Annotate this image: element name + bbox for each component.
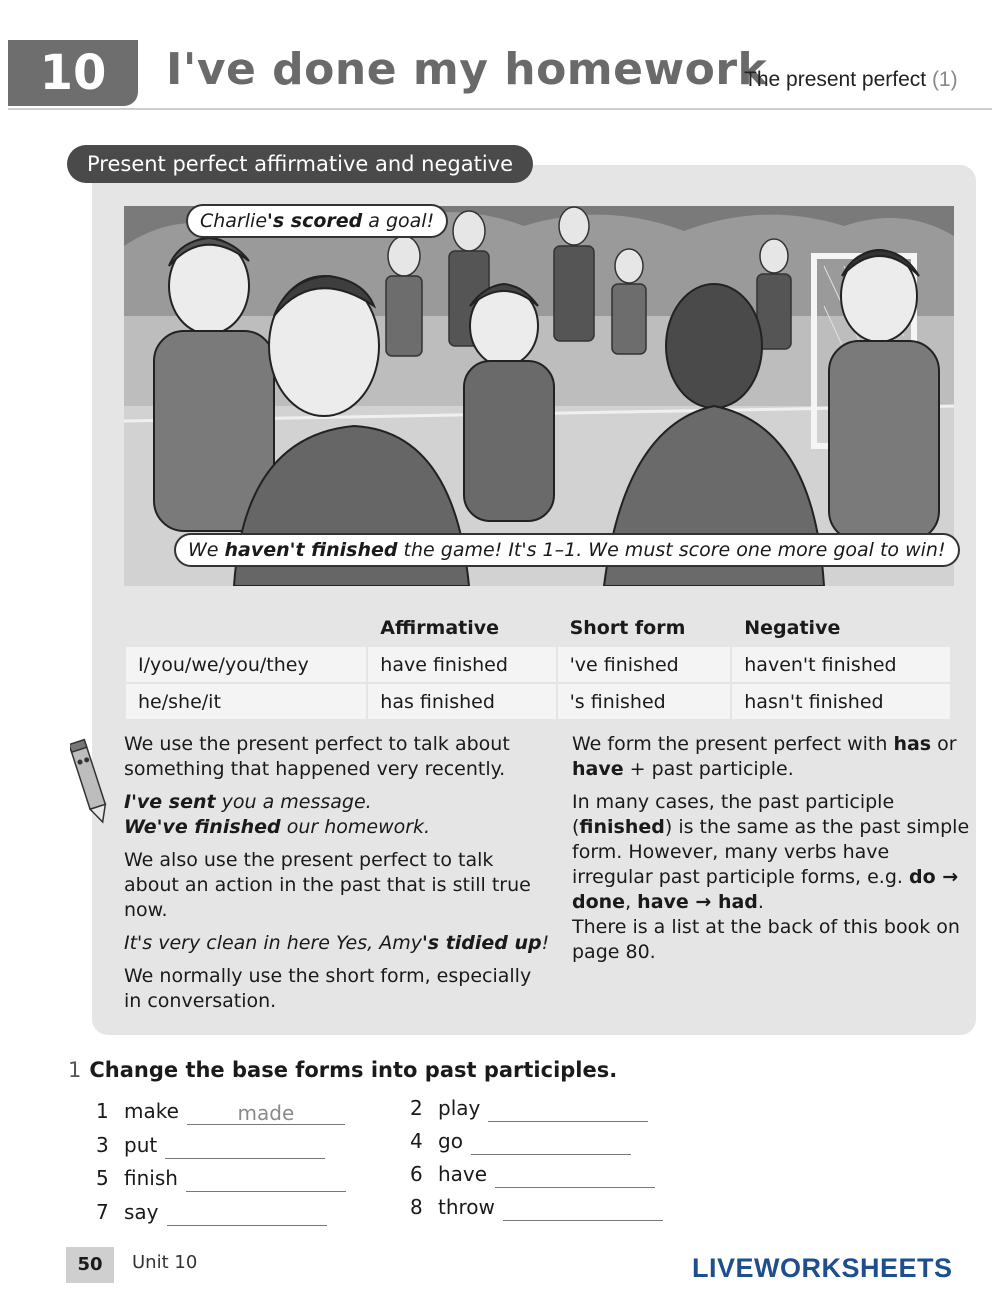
explanation-left <box>124 732 554 1022</box>
text-part: ) is the same as the past simple form. However, many verbs have irregular past participle forms, e.g. <box>572 816 970 888</box>
item-number: 6 <box>410 1162 423 1186</box>
explanation-paragraph <box>572 732 972 782</box>
explanation-paragraph: There is a list at the back of this book on page 80. <box>572 916 960 963</box>
item-word: throw <box>438 1195 495 1219</box>
item-number: 3 <box>96 1133 109 1157</box>
item-number: 7 <box>96 1200 109 1224</box>
speech-bottom-bold: haven't finished <box>224 539 398 561</box>
example-rest: our homework. <box>280 816 431 838</box>
exercise-item <box>410 1094 648 1122</box>
exercise-item <box>96 1164 346 1192</box>
text-part: , <box>625 891 638 913</box>
item-word: have <box>438 1162 488 1186</box>
exercise-item <box>410 1160 655 1188</box>
exercise-instruction: Change the base forms into past participles. <box>89 1058 618 1082</box>
example-bold: 's tidied up <box>421 932 542 954</box>
example-part: ! <box>541 932 550 954</box>
explanation-paragraph: We normally use the short form, especially in conversation. <box>124 965 532 1012</box>
grammar-table <box>124 608 952 721</box>
table-cell: 's finished <box>557 683 732 720</box>
brand-logo: LIVEWORKSHEETS <box>692 1253 953 1283</box>
text-part: In many cases, the past participle ( <box>572 791 895 838</box>
item-word: make <box>124 1099 179 1123</box>
unit-number-badge: 10 <box>8 40 138 106</box>
exercise-item <box>410 1193 663 1221</box>
text-part: . <box>757 891 764 913</box>
text-part: or <box>931 733 957 755</box>
text-bold: have <box>572 758 624 780</box>
football-illustration <box>124 206 954 586</box>
table-cell: have finished <box>367 646 556 683</box>
speech-bubble-bottom <box>174 533 960 567</box>
item-number: 5 <box>96 1166 109 1190</box>
explanation-paragraph: We use the present perfect to talk about something that happened very recently. <box>124 733 510 780</box>
title-divider <box>8 108 992 110</box>
text-bold: has <box>893 733 932 755</box>
answer-blank[interactable] <box>167 1203 327 1226</box>
explanation-right <box>572 732 972 973</box>
example-bold: We've finished <box>124 816 281 838</box>
page-title: I've done my homework <box>166 44 768 95</box>
speech-top-post: a goal! <box>362 210 435 232</box>
table-row <box>125 646 951 683</box>
page-number: 50 <box>66 1247 114 1283</box>
table-header-cell: Affirmative <box>367 609 556 646</box>
table-row <box>125 683 951 720</box>
answer-blank[interactable] <box>503 1198 663 1221</box>
subtitle-main: The present perfect <box>744 68 932 91</box>
subtitle-part: (1) <box>931 68 958 91</box>
exercise-item <box>96 1198 327 1226</box>
speech-top-bold: 's scored <box>267 210 363 232</box>
exercise-item <box>96 1131 325 1159</box>
item-word: say <box>124 1200 159 1224</box>
answer-blank[interactable] <box>186 1169 346 1192</box>
speech-bottom-pre: We <box>188 539 225 561</box>
table-header-cell <box>125 609 367 646</box>
text-bold: have → had <box>637 891 758 913</box>
example-sentence <box>124 815 554 840</box>
table-cell: he/she/it <box>125 683 367 720</box>
explanation-paragraph <box>572 790 972 915</box>
table-cell: haven't finished <box>731 646 951 683</box>
exercise-item <box>410 1127 631 1155</box>
pencil-icon <box>70 738 110 828</box>
item-number: 1 <box>96 1099 109 1123</box>
item-word: finish <box>124 1166 178 1190</box>
item-number: 8 <box>410 1195 423 1219</box>
example-part: It's very clean in here Yes, Amy <box>124 932 422 954</box>
example-sentence <box>124 931 554 956</box>
table-cell: I/you/we/you/they <box>125 646 367 683</box>
section-title: Present perfect affirmative and negative <box>67 145 533 183</box>
table-header-cell: Short form <box>557 609 732 646</box>
table-cell: 've finished <box>557 646 732 683</box>
table-header-cell: Negative <box>731 609 951 646</box>
item-word: put <box>124 1133 158 1157</box>
text-bold: do → done <box>572 866 959 913</box>
item-number: 4 <box>410 1129 423 1153</box>
speech-bottom-post: the game! It's 1–1. We must score one more goal to win! <box>397 539 946 561</box>
example-sentence <box>124 790 554 815</box>
answer-blank[interactable] <box>471 1132 631 1155</box>
item-number: 2 <box>410 1096 423 1120</box>
footer-unit-label: Unit 10 <box>132 1252 198 1273</box>
exercise-heading <box>68 1058 617 1082</box>
speech-top-pre: Charlie <box>200 210 268 232</box>
item-word: play <box>438 1096 481 1120</box>
exercise-number: 1 <box>68 1058 82 1082</box>
table-cell: has finished <box>367 683 556 720</box>
example-bold: I've sent <box>124 791 216 813</box>
explanation-paragraph: We also use the present perfect to talk about an action in the past that is still true now. <box>124 849 531 921</box>
example-rest: you a message. <box>215 791 372 813</box>
text-bold: finished <box>579 816 665 838</box>
answer-blank[interactable]: made <box>187 1102 345 1125</box>
answer-blank[interactable] <box>495 1165 655 1188</box>
answer-blank[interactable] <box>488 1099 648 1122</box>
text-part: We form the present perfect with <box>572 733 894 755</box>
item-word: go <box>438 1129 463 1153</box>
table-header-row <box>125 609 951 646</box>
page-subtitle <box>744 68 958 92</box>
speech-bubble-top <box>186 204 448 238</box>
table-cell: hasn't finished <box>731 683 951 720</box>
answer-blank[interactable] <box>165 1136 325 1159</box>
exercise-item <box>96 1097 345 1125</box>
text-part: + past participle. <box>623 758 794 780</box>
